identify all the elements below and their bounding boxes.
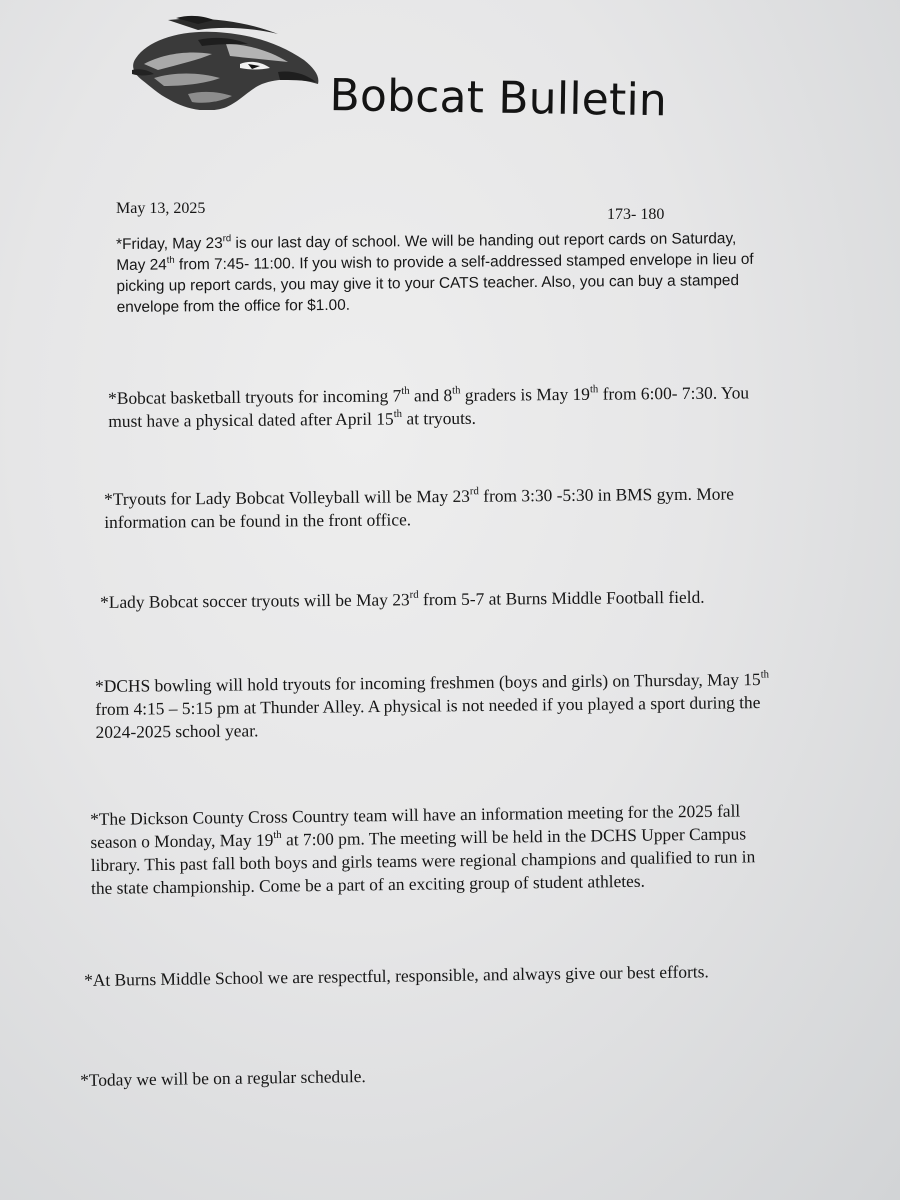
announcement-regular-schedule <box>80 1065 366 1092</box>
announcement-cross-country-meeting <box>90 799 756 900</box>
line-text: *Today we will be on a regular schedule. <box>80 1066 366 1090</box>
ordinal-suffix: th <box>401 384 410 397</box>
line-text: *At Burns Middle School we are respectful, responsible, and always give our best efforts. <box>84 961 709 990</box>
ordinal-suffix: th <box>760 668 770 681</box>
line-text: from 4:15 – 5:15 pm at Thunder Alley. A physical is not needed if you played a sport during the <box>95 692 761 719</box>
line-text: *Bobcat basketball tryouts for incoming 7 <box>108 385 402 408</box>
line-text: picking up report cards, you may give it to your CATS teacher. Also, you can buy a stamped <box>116 272 740 295</box>
announcement-line <box>84 960 709 992</box>
bulletin-title: Bobcat Bulletin <box>329 70 668 127</box>
ordinal-suffix: th <box>589 383 599 396</box>
line-text: at tryouts. <box>401 407 477 429</box>
line-text: *Tryouts for Lady Bobcat Volleyball will be May 23 <box>104 485 470 509</box>
line-text: must have a physical dated after April 15 <box>108 408 394 431</box>
announcement-soccer-tryouts <box>100 586 705 614</box>
announcement-bowling-tryouts <box>95 668 770 744</box>
announcement-school-values <box>84 960 709 992</box>
line-text: from 7:45- 11:00. If you wish to provide a self-addressed stamped envelope in lieu of <box>174 250 754 274</box>
ordinal-suffix: th <box>273 828 282 842</box>
ordinal-suffix: th <box>393 407 403 420</box>
line-text: at 7:00 pm. The meeting will be held in the DCHS Upper Campus <box>281 823 747 850</box>
line-text: *Friday, May 23 <box>116 234 223 253</box>
line-text: information can be found in the front office. <box>104 509 412 532</box>
line-text: the state championship. Come be a part of an exciting group of student athletes. <box>90 870 646 898</box>
announcement-last-day-report-cards <box>116 228 754 318</box>
announcement-line <box>80 1065 366 1092</box>
line-text: library. This past fall both boys and girls teams were regional champions and qualified to run in <box>90 846 756 875</box>
line-text: from 6:00- 7:30. You <box>598 382 750 404</box>
line-text: *The Dickson County Cross Country team will have an information meeting for the 2025 fall <box>90 800 741 829</box>
line-text: May 24 <box>116 256 167 274</box>
announcement-line <box>104 506 734 534</box>
ordinal-suffix: rd <box>409 588 419 601</box>
ordinal-suffix: th <box>166 254 175 266</box>
line-text: *DCHS bowling will hold tryouts for incoming freshmen (boys and girls) on Thursday, May 15 <box>95 669 761 696</box>
line-text: from 3:30 -5:30 in BMS gym. More <box>478 483 735 506</box>
school-day-count: 173- 180 <box>607 206 665 223</box>
line-text: *Lady Bobcat soccer tryouts will be May 23 <box>100 589 410 612</box>
announcement-volleyball-tryouts <box>104 483 734 534</box>
line-text: and 8 <box>409 384 453 406</box>
ordinal-suffix: th <box>452 384 461 397</box>
line-text: is our last day of school. We will be handing out report cards on Saturday, <box>231 230 737 252</box>
line-text: graders is May 19 <box>460 383 591 405</box>
bulletin-date: May 13, 2025 <box>116 200 206 217</box>
bobcat-logo-icon <box>128 14 324 110</box>
line-text: from 5-7 at Burns Middle Football field. <box>418 586 705 610</box>
announcement-line <box>108 404 749 433</box>
announcement-line <box>100 586 705 614</box>
ordinal-suffix: rd <box>222 233 232 245</box>
ordinal-suffix: rd <box>469 485 479 498</box>
announcement-basketball-tryouts <box>108 381 749 433</box>
line-text: 2024-2025 school year. <box>95 720 259 742</box>
line-text: envelope from the office for $1.00. <box>116 296 351 316</box>
line-text: season o Monday, May 19 <box>90 829 274 852</box>
